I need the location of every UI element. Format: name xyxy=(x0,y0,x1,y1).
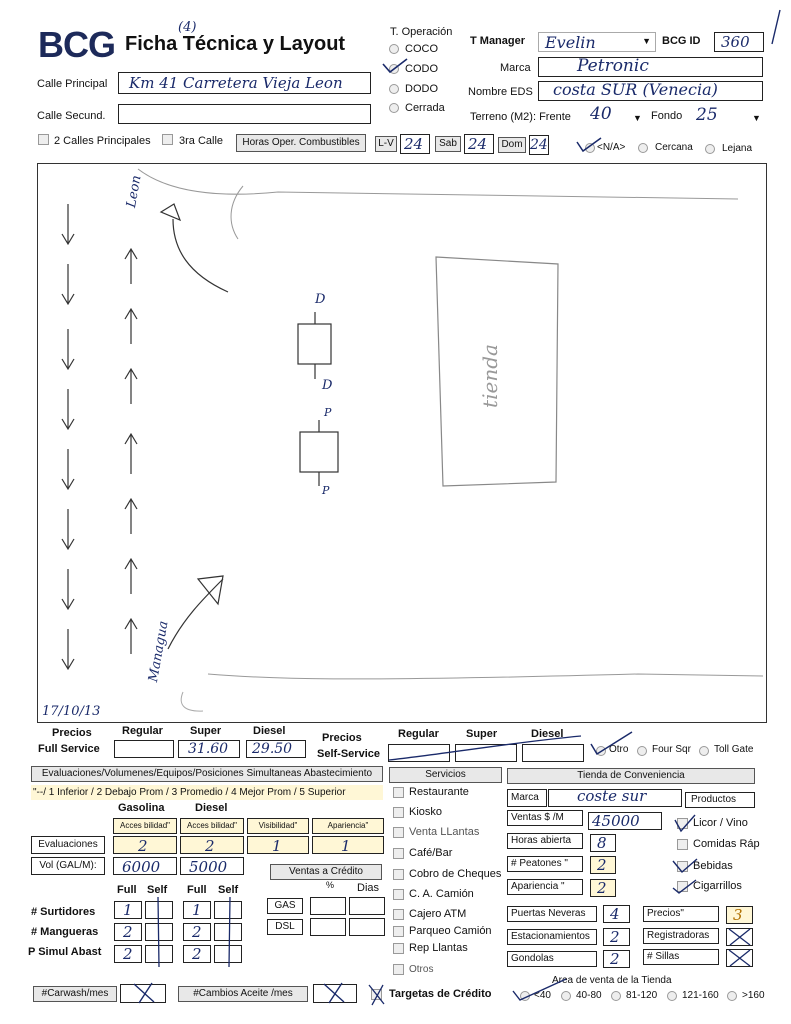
area-option-4: >160 xyxy=(742,990,765,1001)
servicio-label-4: Cobro de Cheques xyxy=(409,868,502,880)
pump-top-bottom-label: D xyxy=(322,378,333,393)
radio-four-sqr[interactable] xyxy=(637,746,647,756)
area-option-0: <40 xyxy=(534,990,551,1001)
col-regular-label: Regular xyxy=(122,725,163,737)
self-col-regular-label: Regular xyxy=(398,728,439,740)
tienda-marca-label: Marca xyxy=(507,789,547,807)
t-manager-value: Evelin xyxy=(545,33,596,52)
self-label-1: Self xyxy=(147,884,168,896)
full-super-value: 31.60 xyxy=(188,741,229,757)
radio-area-2[interactable] xyxy=(611,991,621,1001)
precios-field[interactable] xyxy=(726,906,753,924)
licor-checkmark-icon xyxy=(672,812,698,834)
simul-gas-value: 2 xyxy=(123,945,133,963)
op-dodo-label: DODO xyxy=(405,83,438,95)
page-title: Ficha Técnica y Layout xyxy=(125,33,346,55)
calle-secund-label: Calle Secund. xyxy=(37,110,106,122)
terreno-label: Terreno (M2): Frente xyxy=(470,111,571,123)
managua-label: Managua xyxy=(146,619,172,684)
t-operacion-label: T. Operación xyxy=(390,26,453,38)
dos-calles-checkbox[interactable] xyxy=(38,134,49,145)
mangueras-dsl-value: 2 xyxy=(192,923,202,941)
servicio-checkbox-2[interactable] xyxy=(393,827,404,838)
proximity-cercana-label: Cercana xyxy=(655,142,693,153)
title-annotation: (4) xyxy=(178,20,197,35)
col-diesel-label: Diesel xyxy=(253,725,286,737)
ventas-label: Ventas $ /M xyxy=(507,810,583,826)
precios-self-label-2: Self-Service xyxy=(317,748,380,760)
vol-gas-value: 6000 xyxy=(122,858,161,876)
dsl-label: DSL xyxy=(267,919,303,935)
col-acces-gas: Acces bilidad" xyxy=(113,818,177,834)
self-column-lines xyxy=(140,895,250,970)
radio-area-4[interactable] xyxy=(727,991,737,1001)
licor-label: Licor / Vino xyxy=(693,817,748,829)
horas-field[interactable] xyxy=(590,834,616,852)
ventas-field[interactable] xyxy=(588,812,662,830)
servicio-checkbox-6[interactable] xyxy=(393,909,404,920)
tienda-label: tienda xyxy=(477,344,502,408)
self-label-2: Self xyxy=(218,884,239,896)
proximity-lejana-label: Lejana xyxy=(722,143,753,154)
gondolas-field[interactable] xyxy=(603,950,630,968)
servicio-label-3: Café/Bar xyxy=(409,847,453,859)
frente-chevron-icon[interactable]: ▼ xyxy=(633,113,642,123)
pump-bottom-bottom-label: P xyxy=(322,484,330,497)
vol-gas-field[interactable] xyxy=(113,857,177,875)
lv-field[interactable] xyxy=(400,134,430,154)
servicio-checkbox-8[interactable] xyxy=(393,943,404,954)
vol-dsl-field[interactable] xyxy=(180,857,244,875)
area-checkmark-icon xyxy=(510,975,570,1005)
evaluaciones-label: Evaluaciones xyxy=(31,836,105,854)
sillas-x-icon xyxy=(726,947,754,969)
comidas-label: Comidas Ráp xyxy=(693,838,760,850)
eval-value-4: 1 xyxy=(341,837,351,855)
gas-label: GAS xyxy=(267,898,303,914)
registradoras-x-icon xyxy=(726,926,754,948)
otro-checkmark-icon xyxy=(588,728,638,758)
sab-field[interactable] xyxy=(464,134,494,154)
servicio-label-2: Venta LLantas xyxy=(409,826,480,838)
servicio-label-9: Otros xyxy=(409,964,434,975)
peatones-field[interactable] xyxy=(590,856,616,874)
tienda-marca-value: coste sur xyxy=(577,787,647,805)
apariencia-label: Apariencia " xyxy=(507,879,583,895)
toll-gate-label: Toll Gate xyxy=(714,744,754,755)
layout-drawing-area xyxy=(37,163,767,723)
peatones-value: 2 xyxy=(597,856,607,874)
precios-value: 3 xyxy=(733,906,743,924)
calle-secund-field[interactable] xyxy=(118,104,371,124)
diesel-label: Diesel xyxy=(195,802,228,814)
surtidores-full-gas[interactable] xyxy=(114,901,142,919)
nombre-eds-value: costa SUR (Venecia) xyxy=(553,80,718,99)
lv-value: 24 xyxy=(404,135,424,153)
servicio-label-6: Cajero ATM xyxy=(409,908,467,920)
surtidores-dsl-value: 1 xyxy=(192,901,202,919)
puertas-field[interactable] xyxy=(603,905,630,923)
bebidas-label: Bebidas xyxy=(693,860,733,872)
four-sqr-label: Four Sqr xyxy=(652,744,691,755)
chevron-down-icon[interactable]: ▼ xyxy=(642,36,651,46)
estacionamientos-label: Estacionamientos xyxy=(507,929,597,945)
op-codo-label: CODO xyxy=(405,63,438,75)
mangueras-full-gas[interactable] xyxy=(114,923,142,941)
op-coco-label: COCO xyxy=(405,43,438,55)
self-col-super-label: Super xyxy=(466,728,498,740)
tienda-header: Tienda de Conveniencia xyxy=(507,768,755,784)
eval-value-3: 1 xyxy=(272,837,282,855)
codo-checkmark-icon xyxy=(380,56,410,76)
ventas-value: 45000 xyxy=(592,812,640,830)
area-option-3: 121-160 xyxy=(682,990,719,1001)
otro-label: Otro xyxy=(609,744,629,755)
cambios-label: #Cambios Aceite /mes xyxy=(178,986,308,1002)
op-cerrada-label: Cerrada xyxy=(405,102,445,114)
productos-label: Productos xyxy=(685,792,755,808)
fondo-chevron-icon[interactable]: ▼ xyxy=(752,113,761,123)
fondo-label: Fondo xyxy=(651,110,683,122)
surtidores-gas-value: 1 xyxy=(123,901,133,919)
pump-bottom-top-label: P xyxy=(324,406,332,419)
puertas-label: Puertas Neveras xyxy=(507,906,597,922)
estacionamientos-field[interactable] xyxy=(603,928,630,946)
radio-cerrada[interactable] xyxy=(389,103,399,113)
radio-coco[interactable] xyxy=(389,44,399,54)
na-checkmark-icon xyxy=(574,134,604,154)
servicio-checkbox-3[interactable] xyxy=(393,848,404,859)
servicio-checkbox-7[interactable] xyxy=(393,926,404,937)
mangueras-label: # Mangueras xyxy=(31,926,99,938)
full-label-2: Full xyxy=(187,884,207,896)
area-label: Area de venta de la Tienda xyxy=(552,975,672,986)
dsl-dias-field[interactable] xyxy=(349,918,385,936)
ventas-credito-button[interactable]: Ventas a Crédito xyxy=(270,864,382,880)
sillas-label: # Sillas xyxy=(643,949,719,965)
calle-principal-label: Calle Principal xyxy=(37,78,108,90)
full-regular-field[interactable] xyxy=(114,740,174,758)
bcg-id-label: BCG ID xyxy=(662,35,701,47)
fondo-value[interactable]: 25 xyxy=(696,105,718,125)
eval-cell-2[interactable] xyxy=(180,836,244,854)
nombre-eds-field[interactable] xyxy=(538,81,763,101)
horas-label: Horas abierta xyxy=(507,833,583,849)
precios-label: Precios" xyxy=(643,906,719,922)
mangueras-gas-value: 2 xyxy=(123,923,133,941)
area-option-1: 40-80 xyxy=(576,990,602,1001)
vol-label: Vol (GAL/M): xyxy=(31,857,105,875)
pump-top-label: D xyxy=(315,292,326,307)
servicio-checkbox-4[interactable] xyxy=(393,869,404,880)
tienda-marca-field[interactable] xyxy=(548,789,682,807)
area-option-2: 81-120 xyxy=(626,990,658,1001)
gas-pct-field[interactable] xyxy=(310,897,346,915)
estacionamientos-value: 2 xyxy=(610,928,620,946)
col-apariencia: Apariencia" xyxy=(312,818,384,834)
bcg-id-value: 360 xyxy=(721,33,750,51)
self-col-diesel-label: Diesel xyxy=(531,728,564,740)
radio-cercana[interactable] xyxy=(638,143,648,153)
full-super-field[interactable] xyxy=(178,740,240,758)
marca-field[interactable] xyxy=(538,57,763,77)
servicio-label-1: Kiosko xyxy=(409,806,443,818)
servicio-label-8: Rep Llantas xyxy=(409,942,468,954)
simul-label: P Simul Abast xyxy=(28,946,102,958)
leon-label: Leon xyxy=(124,174,145,209)
cambios-x-icon xyxy=(320,980,350,1006)
registradoras-label: Registradoras xyxy=(643,928,719,944)
layout-sketch xyxy=(38,164,768,724)
frente-value[interactable]: 40 xyxy=(590,104,612,124)
dsl-pct-field[interactable] xyxy=(310,918,346,936)
radio-dodo[interactable] xyxy=(389,84,399,94)
calle-principal-value: Km 41 Carretera Vieja Leon xyxy=(129,74,343,92)
t-manager-label: T Manager xyxy=(470,35,526,47)
gondolas-label: Gondolas xyxy=(507,951,597,967)
precios-full-label-1: Precios xyxy=(52,727,92,739)
puertas-value: 4 xyxy=(610,905,620,923)
self-strike-icon xyxy=(385,728,585,768)
marca-label: Marca xyxy=(500,62,531,74)
nombre-eds-label: Nombre EDS xyxy=(468,86,533,98)
targetas-x-icon xyxy=(366,982,388,1008)
layout-date: 17/10/13 xyxy=(42,704,101,719)
full-diesel-value: 29.50 xyxy=(252,741,293,757)
servicio-label-0: Restaurante xyxy=(409,786,469,798)
marca-value: Petronic xyxy=(577,56,649,76)
servicio-label-7: Parqueo Camión xyxy=(409,925,492,937)
servicio-label-5: C. A. Camión xyxy=(409,888,474,900)
targetas-label: Targetas de Crédito xyxy=(389,988,492,1000)
gondolas-value: 2 xyxy=(610,950,620,968)
dom-field[interactable] xyxy=(529,135,549,155)
gas-dias-field[interactable] xyxy=(349,897,385,915)
tercera-calle-label: 3ra Calle xyxy=(179,135,224,147)
col-acces-dsl: Acces bilidad" xyxy=(180,818,244,834)
eval-value-1: 2 xyxy=(138,837,148,855)
vol-dsl-value: 5000 xyxy=(189,858,228,876)
simul-dsl-value: 2 xyxy=(192,945,202,963)
scale-legend: "--/ 1 Inferior / 2 Debajo Prom / 3 Promedio / 4 Mejor Prom / 5 Superior xyxy=(31,785,383,800)
pct-label: % xyxy=(326,880,335,890)
proximity-na-label: <N/A> xyxy=(597,142,626,153)
dos-calles-label: 2 Calles Principales xyxy=(54,135,151,147)
lv-label: L-V xyxy=(375,136,397,152)
eval-value-2: 2 xyxy=(205,837,215,855)
cigarrillos-checkmark-icon xyxy=(670,874,700,896)
col-visibilidad: Visibilidad" xyxy=(247,818,309,834)
servicios-header: Servicios xyxy=(389,767,502,783)
servicio-checkbox-5[interactable] xyxy=(393,889,404,900)
full-diesel-field[interactable] xyxy=(246,740,306,758)
carwash-x-icon xyxy=(130,980,160,1006)
radio-area-1[interactable] xyxy=(561,991,571,1001)
radio-area-3[interactable] xyxy=(667,991,677,1001)
surtidores-label: # Surtidores xyxy=(31,906,96,918)
eval-cell-1[interactable] xyxy=(113,836,177,854)
precios-full-label-2: Full Service xyxy=(38,743,100,755)
tercera-calle-checkbox[interactable] xyxy=(162,134,173,145)
t-manager-field[interactable] xyxy=(538,32,656,52)
sab-value: 24 xyxy=(468,135,488,153)
sab-label: Sab xyxy=(435,136,461,152)
gasolina-label: Gasolina xyxy=(118,802,165,814)
bcg-logo: BCG xyxy=(38,24,115,65)
precios-self-label-1: Precios xyxy=(322,732,362,744)
dom-value: 24 xyxy=(530,137,548,153)
peatones-label: # Peatones " xyxy=(507,856,583,872)
calle-principal-field[interactable] xyxy=(118,72,371,94)
servicio-checkbox-1[interactable] xyxy=(393,807,404,818)
eval-cell-4[interactable] xyxy=(312,836,384,854)
evaluaciones-header: Evaluaciones/Volumenes/Equipos/Posiciones Simultaneas Abastecimiento xyxy=(31,766,383,782)
bcg-id-field[interactable] xyxy=(714,32,764,52)
horas-oper-button[interactable]: Horas Oper. Combustibles xyxy=(236,134,366,152)
apariencia-field[interactable] xyxy=(590,879,616,897)
col-super-label: Super xyxy=(190,725,222,737)
radio-toll-gate[interactable] xyxy=(699,746,709,756)
dias-label: Dias xyxy=(357,882,380,894)
eval-cell-3[interactable] xyxy=(247,836,309,854)
servicio-checkbox-0[interactable] xyxy=(393,787,404,798)
horas-value: 8 xyxy=(597,834,607,852)
radio-lejana[interactable] xyxy=(705,144,715,154)
dom-label: Dom xyxy=(498,137,526,153)
cigarrillos-label: Cigarrillos xyxy=(693,880,742,892)
servicio-checkbox-9[interactable] xyxy=(393,964,404,975)
apariencia-value: 2 xyxy=(597,879,607,897)
simul-full-gas[interactable] xyxy=(114,945,142,963)
comidas-checkbox[interactable] xyxy=(677,839,688,850)
pen-mark-icon xyxy=(765,8,785,48)
carwash-label: #Carwash/mes xyxy=(33,986,117,1002)
full-label-1: Full xyxy=(117,884,137,896)
